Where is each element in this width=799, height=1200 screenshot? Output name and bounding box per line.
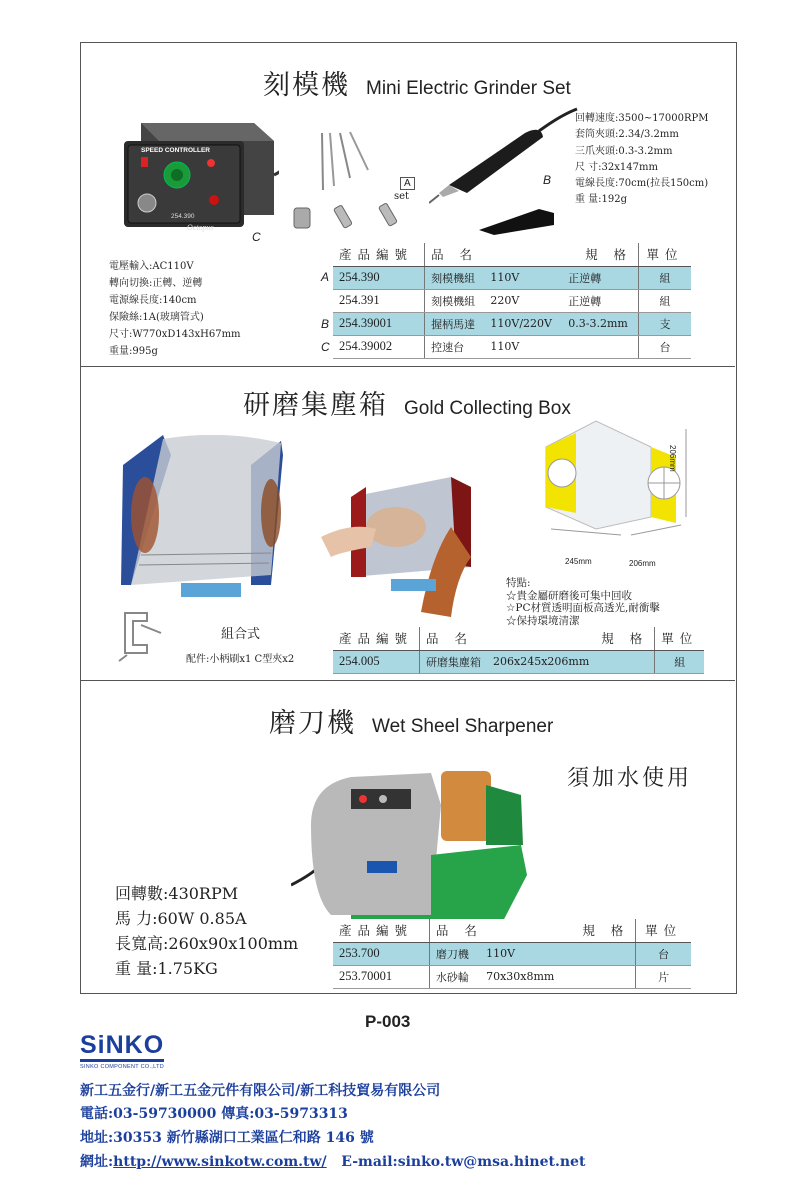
col-name-header: 品 名: [420, 627, 596, 650]
handpiece-spec-line: 三爪夾頭:0.3-3.2mm: [575, 145, 673, 157]
grinder-title-zh: 刻模機: [263, 70, 350, 101]
handpiece-spec-line: 尺 寸:32x147mm: [575, 161, 658, 173]
controller-spec-line: 尺寸:W770xD143xH67mm: [109, 329, 241, 340]
row-label-b: B: [321, 317, 330, 331]
combo-label: 組合式: [221, 627, 261, 642]
col-unit-header: 單位: [655, 627, 705, 650]
controller-brand-label: Octopus: [187, 223, 214, 232]
sharpener-spec-line: 重 量:1.75KG: [115, 959, 218, 978]
table-row: [333, 942, 691, 965]
cell-unit: 片: [636, 965, 691, 988]
feature-line: ☆保持環境清潔: [506, 614, 580, 627]
col-unit-header: 單位: [636, 919, 691, 942]
label-b-image: B: [543, 173, 552, 187]
cell-code: 253.70001: [333, 965, 429, 988]
cell-spec: [570, 942, 636, 965]
label-c-image: C: [252, 230, 261, 244]
sharpener-spec-line: 回轉數:430RPM: [115, 884, 239, 903]
col-name-header: 品 名: [425, 243, 563, 266]
cell-dimensions: 70x30x8mm: [480, 965, 569, 988]
handpiece-specs: [575, 111, 709, 209]
cell-name: 水砂輪: [429, 965, 480, 988]
page-number: P-003: [365, 1012, 411, 1031]
grinder-spec-table: [333, 243, 691, 359]
cell-voltage: 220V: [484, 289, 562, 312]
label-a-image: A: [400, 177, 415, 190]
cell-unit: 台: [639, 335, 691, 358]
box-title-zh: 研磨集塵箱: [243, 390, 388, 421]
col-spec-header: 規 格: [595, 627, 654, 650]
table-row: [333, 266, 691, 289]
section-collecting-box: [81, 367, 735, 681]
col-name-header: 品 名: [429, 919, 569, 942]
cell-voltage: 110V/220V: [484, 312, 562, 335]
box-spec-table: [333, 627, 704, 674]
label-a-sub: set: [394, 191, 410, 202]
controller-panel-label: SPEED CONTROLLER: [141, 147, 210, 154]
table-row: [333, 335, 691, 358]
grinder-title-en: Mini Electric Grinder Set: [366, 78, 571, 99]
cell-name: 控速台: [425, 335, 485, 358]
cell-name: 研磨集塵箱: [420, 650, 488, 673]
collecting-box-in-use-image: [321, 467, 481, 617]
cell-spec: [562, 335, 638, 358]
controller-spec-line: 重量:995g: [109, 346, 158, 357]
cell-code: 254.39002: [333, 335, 425, 358]
table-row: [333, 312, 691, 335]
col-code-header: 產品編號: [333, 627, 420, 650]
cell-unit: 組: [655, 650, 705, 673]
box-title: [243, 383, 571, 422]
cell-name: 刻模機組: [425, 266, 485, 289]
col-code-header: 產品編號: [333, 243, 425, 266]
table-row: [333, 965, 691, 988]
address: 地址:30353 新竹縣湖口工業區仁和路 146 號: [80, 1130, 374, 1146]
feature-line: ☆PC材質透明面板高透光,耐衝擊: [506, 602, 660, 614]
table-row: [333, 289, 691, 312]
phone-fax: 電話:03-59730000 傳真:03-5973313: [80, 1106, 348, 1122]
section-sharpener: [81, 681, 735, 993]
cell-code: 254.390: [333, 266, 425, 289]
feature-line: 特點:: [506, 577, 531, 589]
cell-spec: 正逆轉: [562, 266, 638, 289]
table-header-row: [333, 627, 704, 650]
handpiece-spec-line: 重 量:192g: [575, 194, 628, 206]
row-label-a: A: [321, 270, 330, 284]
sharpener-spec-line: 馬 力:60W 0.85A: [115, 909, 247, 928]
web-email-line: [80, 1151, 585, 1171]
box-dimension-drawing: [536, 417, 696, 537]
collecting-box-image: [111, 435, 286, 605]
cell-unit: 組: [639, 266, 691, 289]
cell-voltage: 110V: [484, 266, 562, 289]
sharpener-title-en: Wet Sheel Sharpener: [372, 716, 554, 737]
web-label: 網址:: [80, 1154, 114, 1170]
cell-voltage: 110V: [484, 335, 562, 358]
table-header-row: [333, 919, 691, 942]
c-clamp-image: [117, 607, 167, 662]
cell-name: 刻模機組: [425, 289, 485, 312]
logo-subtitle: SINKO COMPONENT CO.,LTD: [80, 1064, 165, 1070]
email-text[interactable]: E-mail:sinko.tw@msa.hinet.net: [341, 1154, 586, 1170]
controller-specs: [109, 258, 241, 360]
feature-line: ☆貴金屬研磨後可集中回收: [506, 589, 632, 602]
sharpener-specs: [115, 881, 298, 981]
wet-sharpener-image: [291, 765, 531, 935]
grinder-title: [263, 63, 571, 102]
controller-spec-line: 電壓輸入:AC110V: [109, 261, 194, 272]
sinko-logo: [80, 1032, 164, 1070]
website-link[interactable]: http://www.sinkotw.com.tw/: [113, 1154, 327, 1170]
handpiece-spec-line: 回轉速度:3500~17000RPM: [575, 113, 709, 124]
table-row: [333, 650, 704, 673]
sharpener-spec-line: 長寬高:260x90x100mm: [115, 934, 299, 953]
controller-spec-line: 轉向切換:正轉、逆轉: [109, 278, 203, 289]
accessory-label: 配件:小柄刷x1 C型夾x2: [186, 654, 295, 665]
cell-name: 握柄馬達: [425, 312, 485, 335]
dim-height: 206mm: [668, 445, 677, 472]
cell-dimensions: 206x245x206mm: [487, 650, 595, 673]
cell-code: 254.005: [333, 650, 420, 673]
col-code-header: 產品編號: [333, 919, 429, 942]
section-grinder: [81, 43, 735, 367]
sharpener-title-zh: 磨刀機: [269, 708, 356, 739]
box-title-en: Gold Collecting Box: [404, 398, 571, 419]
cell-spec: [570, 965, 636, 988]
cell-unit: 組: [639, 289, 691, 312]
col-spec-header: 規 格: [562, 243, 638, 266]
handpiece-spec-line: 套筒夾頭:2.34/3.2mm: [575, 129, 679, 141]
dim-width: 245mm: [565, 557, 592, 566]
logo-word: SiNKO: [80, 1032, 164, 1062]
col-unit-header: 單位: [639, 243, 691, 266]
dim-depth: 206mm: [629, 559, 656, 568]
cell-code: 253.700: [333, 942, 429, 965]
cell-voltage: 110V: [480, 942, 569, 965]
sharpener-spec-table: [333, 919, 691, 989]
table-header-row: [333, 243, 691, 266]
cell-code: 254.391: [333, 289, 425, 312]
handpiece-spec-line: 電線長度:70cm(拉長150cm): [575, 178, 709, 190]
company-names: 新工五金行/新工五金元件有限公司/新工科技貿易有限公司: [80, 1083, 441, 1099]
cell-code: 254.39001: [333, 312, 425, 335]
cell-name: 磨刀機: [429, 942, 480, 965]
col-spec-header: 規 格: [570, 919, 636, 942]
cell-spec: 正逆轉: [562, 289, 638, 312]
sharpener-title: [269, 701, 553, 740]
row-label-c: C: [321, 340, 330, 354]
controller-spec-line: 保險絲:1A(玻璃管式): [109, 312, 204, 323]
catalog-frame: [80, 42, 737, 994]
handpiece-motor-image: [429, 105, 579, 235]
controller-model-label: 254.390: [171, 213, 195, 220]
speed-controller-image: [119, 115, 279, 240]
cell-spec: [595, 650, 654, 673]
controller-spec-line: 電源線長度:140cm: [109, 295, 197, 306]
cell-spec: 0.3-3.2mm: [562, 312, 638, 335]
cell-unit: 支: [639, 312, 691, 335]
cell-unit: 台: [636, 942, 691, 965]
sharpener-note: 須加水使用: [567, 766, 693, 791]
